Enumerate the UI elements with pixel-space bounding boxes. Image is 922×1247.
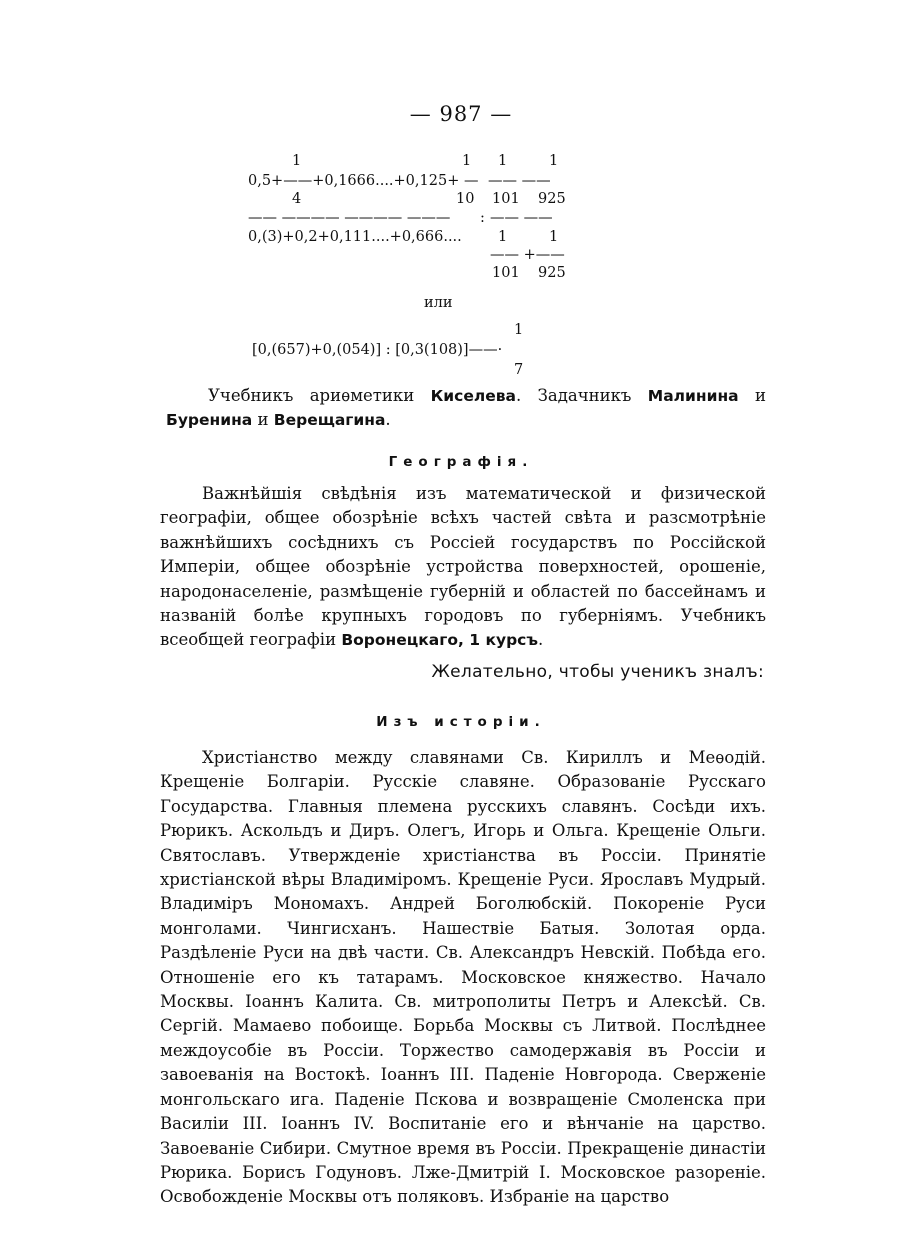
formula-denominator-101: 101 (492, 191, 520, 207)
textbooks-note (166, 384, 766, 433)
history-text: Христіанство между славянами Св. Кириллъ и Меѳодій. Крещеніе Болгаріи. Русскіе славяне. Образованіе Русскаго Государства. Главныя племена русскихъ славянъ. Сосѣди ихъ. Рюрикъ. Аскольдъ и Диръ. Олегъ, Игорь и Ольга. Крещеніе Ольги. Святославъ. Утвержденіе христіанства въ Россіи. Принятіе христіанской вѣры Владиміромъ. Крещеніе Руси. Ярославъ Мудрый. Владиміръ Мономахъ. Андрей Боголюбскій. Покореніе Руси монголами. Чингисханъ. Нашествіе Батыя. Золотая орда. Раздѣленіе Руси на двѣ части. Св. Александръ Невскій. Побѣда его. Отношеніе его къ татарамъ. Московское княжество. Начало Москвы. Іоаннъ Калита. Св. митрополиты Петръ и Алексѣй. Св. Сергій. Мамаево побоище. Борьба Москвы съ Литвой. Послѣднее междоусобіе въ Россіи. Торжество самодержавія въ Россіи и завоеванія на Востокѣ. Іоаннъ III. Паденіе Новгорода. Сверженіе монгольскаго ига. Паденіе Пскова и возвращеніе Смоленска при Василіи III. Іоаннъ IV. Воспитаніе его и вѣнчаніе на царство. Завоеваніе Сибири. Смутное время въ Россіи. Прекращеніе династіи Рюрика. Борисъ Годуновъ. Лже-Дмитрій I. Московское разореніе. Освобожденіе Москвы отъ поляковъ. Избраніе на царство (160, 748, 766, 1207)
math-formula-2 (252, 318, 552, 378)
geography-paragraph (160, 482, 766, 653)
author-malinin: Малинина (647, 387, 739, 405)
author-kiselev: Киселева (430, 387, 516, 405)
geography-text-end: . (538, 630, 544, 650)
formula-right-rule: —— —— (490, 210, 553, 226)
formula-denominator-925: 925 (538, 191, 566, 207)
formula-colon: : (480, 210, 485, 226)
formula-low-1: 1 (498, 229, 508, 245)
author-vereshchagin: Верещагина (273, 411, 386, 430)
formula-low-925: 925 (538, 265, 566, 281)
textbooks-note-text-5: . (385, 410, 391, 430)
history-heading: Изъ исторіи. (376, 714, 546, 730)
formula-numerator-1: 1 (292, 153, 302, 169)
author-burenin: Буренина (166, 411, 253, 430)
history-paragraph (160, 746, 766, 1210)
formula-low-rule: —— +—— (490, 247, 565, 263)
desire-line: Желательно, чтобы ученикъ зналъ: (431, 662, 764, 682)
geography-text: Важнѣйшія свѣдѣнія изъ математической и физической географіи, общее обозрѣніе всѣхъ частей свѣта и разсмотрѣніе важнѣйшихъ сосѣднихъ съ Россіей государствъ по Россійской Имперіи, общее обозрѣніе устройства поверхностей, орошеніе, народонаселеніе, размѣщеніе губерній и областей по бассейнамъ и названій болѣе крупныхъ городовъ по губерніямъ. Учебникъ всеобщей географіи (160, 484, 766, 650)
formula-denominator-4: 4 (292, 191, 302, 207)
formula-ili: или (424, 295, 453, 311)
formula-numerator-2: 1 (462, 153, 472, 169)
textbooks-note-text-1: Учебникъ ариѳметики (208, 386, 431, 405)
formula-right-rule-top: —— —— (488, 173, 551, 189)
textbooks-note-text-2: . Задачникъ (515, 386, 648, 405)
formula-low-1b: 1 (549, 229, 559, 245)
formula-fraction-rule: —— ———— ———— ——— (248, 210, 451, 226)
formula-low-101: 101 (492, 265, 520, 281)
formula2-expression: [0,(657)+0,(054)] : [0,3(108)]——· (252, 342, 503, 358)
textbooks-note-text-4: и (252, 410, 274, 430)
formula2-fraction-top: 1 (514, 322, 524, 338)
formula2-fraction-bottom: 7 (514, 362, 524, 378)
formula-main-numerator: 0,5+——+0,1666....+0,125+ — (248, 173, 479, 189)
geography-heading: Географія. (388, 454, 534, 470)
textbooks-note-text-3: и (738, 386, 767, 405)
formula-denominator-10: 10 (456, 191, 475, 207)
page-number: — 987 — (409, 102, 513, 126)
formula-numerator-4: 1 (549, 153, 559, 169)
formula-main-denominator: 0,(3)+0,2+0,111....+0,666.... (248, 229, 462, 245)
author-voronetsky: Воронецкаго, 1 курсъ (341, 631, 539, 650)
formula-numerator-3: 1 (498, 153, 508, 169)
